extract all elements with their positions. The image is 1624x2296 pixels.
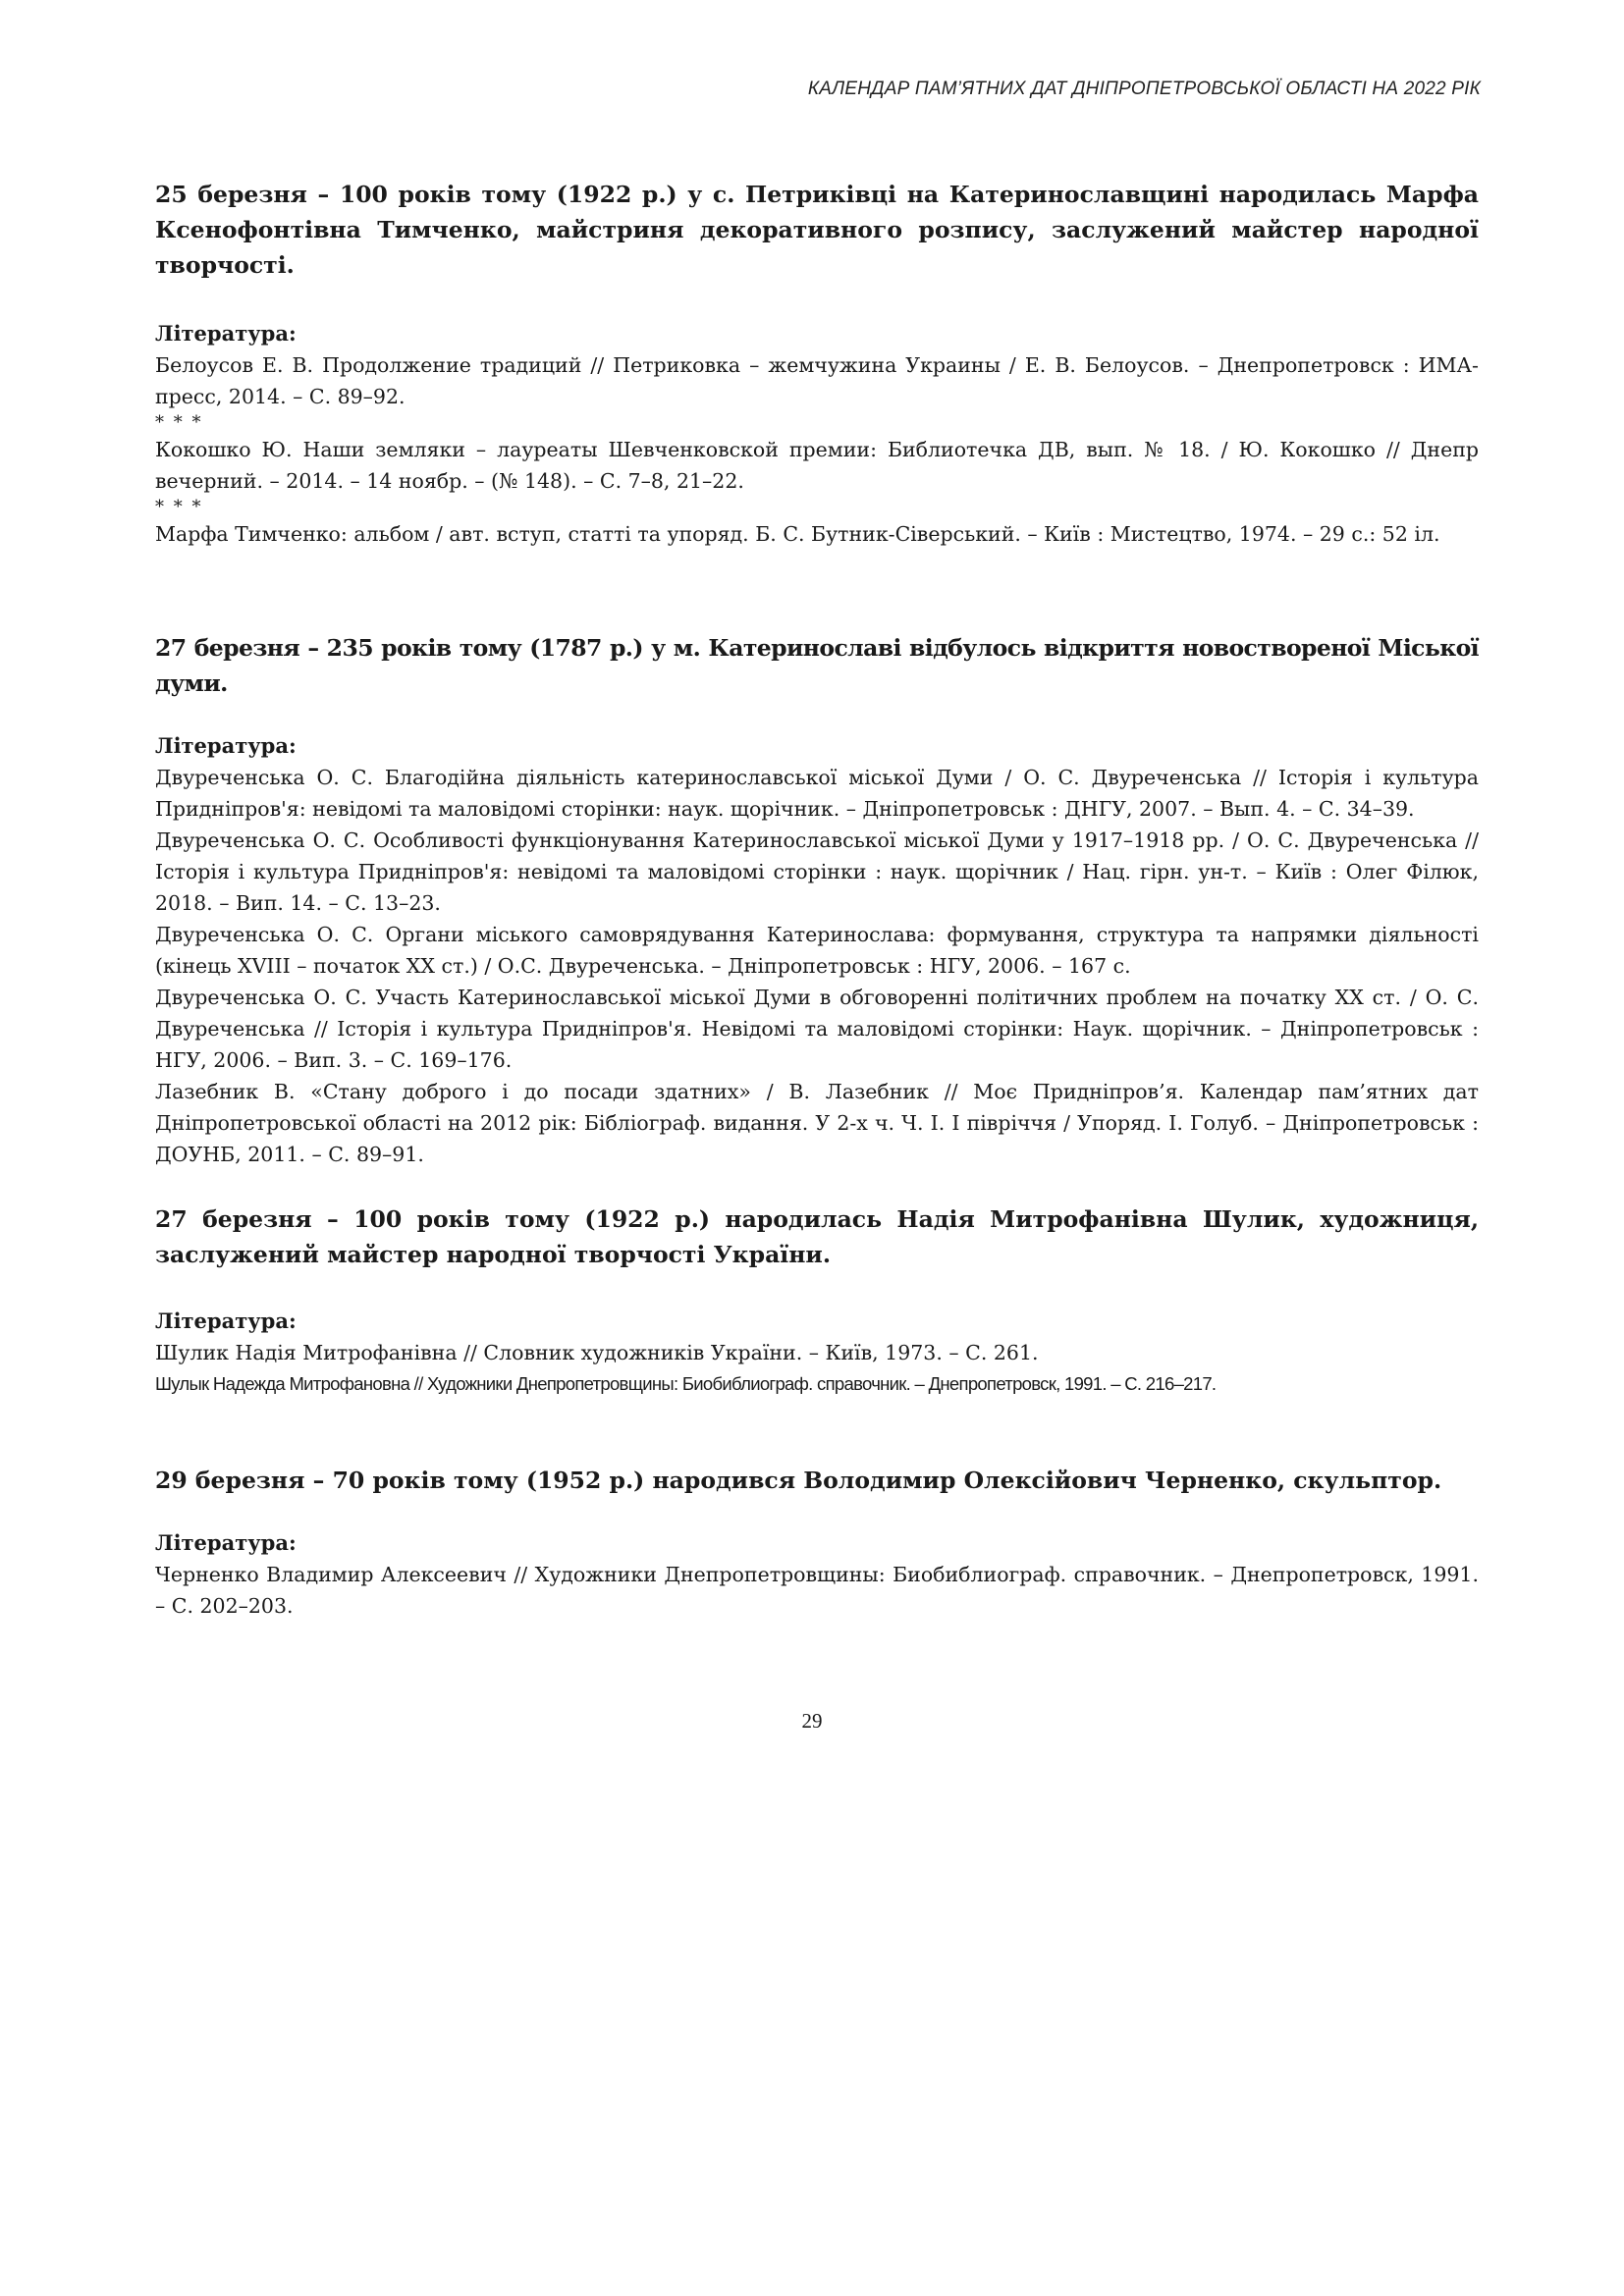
literature-reference: Двуреченська О. С. Органи міського самоврядування Катеринослава: формування, структура та напрямки діяльності (кінець XVIII – початок XX ст.) / О.С. Двуреченська. – Дніпропетровськ : НГУ, 2006. – 167 с.: [155, 923, 1479, 978]
entry-title: 25 березня – 100 років тому (1922 р.) у с. Петриківці на Катеринославщині народилась Марфа Ксенофонтівна Тимченко, майстриня декоративного розпису, заслужений майстер народної творчості.: [155, 181, 1479, 279]
literature-reference: Двуреченська О. С. Благодійна діяльність катеринославської міської Думи / О. С. Двуреченська // Історія і культура Придніпров'я: невідомі та маловідомі сторінки: наук. щорічник. – Дніпропетровськ : ДНГУ, 2007. – Вып. 4. – С. 34–39.: [155, 766, 1479, 821]
calendar-entry: [155, 630, 1479, 1170]
literature-reference: Шулык Надежда Митрофановна // Художники Днепропетровщины: Биобиблиограф. справочник. – Днепропетровск, 1991. – С. 216–217.: [155, 1373, 1217, 1394]
literature-block: [155, 730, 1479, 1170]
literature-reference: Белоусов Е. В. Продолжение традиций // Петриковка – жемчужина Украины / Е. В. Белоусов. – Днепропетровск : ИМА-пресс, 2014. – С. 89–92.: [155, 353, 1479, 408]
literature-label: Література:: [155, 733, 297, 758]
entry-title: 27 березня – 235 років тому (1787 р.) у м. Катеринославі відбулось відкриття новоствореної Міської думи.: [155, 634, 1479, 697]
literature-reference: Шулик Надія Митрофанівна // Словник художників України. – Київ, 1973. – С. 261.: [155, 1341, 1039, 1364]
literature-reference: Марфа Тимченко: альбом / авт. вступ, статті та упоряд. Б. С. Бутник-Сіверський. – Київ : Мистецтво, 1974. – 29 с.: 52 іл.: [155, 522, 1440, 546]
literature-block: [155, 1527, 1479, 1622]
running-header: КАЛЕНДАР ПАМ’ЯТНИХ ДАТ ДНІПРОПЕТРОВСЬКОЇ ОБЛАСТІ НА 2022 РІК: [807, 79, 1481, 99]
literature-label: Література:: [155, 1308, 297, 1333]
entry-title: 27 березня – 100 років тому (1922 р.) народилась Надія Митрофанівна Шулик, художниця, заслужений майстер народної творчості України.: [155, 1205, 1479, 1268]
reference-separator: * * *: [155, 497, 203, 517]
calendar-entry: [155, 1201, 1479, 1400]
calendar-entry: [155, 1463, 1479, 1622]
calendar-entry: [155, 177, 1479, 550]
reference-separator: * * *: [155, 412, 203, 433]
literature-label: Література:: [155, 321, 297, 346]
literature-reference: Двуреченська О. С. Особливості функціонування Катеринославської міської Думи у 1917–1918 рр. / О. С. Двуреченська // Історія і культура Придніпров'я: невідомі та маловідомі сторінки : наук. щорічник / Нац. гірн. ун-т. – Київ : Олег Філюк, 2018. – Вип. 14. – С. 13–23.: [155, 828, 1479, 915]
literature-reference: Кокошко Ю. Наши земляки – лауреаты Шевченковской премии: Библиотечка ДВ, вып. № 18. / Ю. Кокошко // Днепр вечерний. – 2014. – 14 ноябр. – (№ 148). – С. 7–8, 21–22.: [155, 438, 1479, 493]
literature-reference: Лазебник В. «Стану доброго і до посади здатних» / В. Лазебник // Моє Придніпров’я. Календар пам’ятних дат Дніпропетровської області на 2012 рік: Бібліограф. видання. У 2-х ч. Ч. І. І півріччя / Упоряд. І. Голуб. – Дніпропетровськ : ДОУНБ, 2011. – С. 89–91.: [155, 1080, 1479, 1166]
literature-reference: Черненко Владимир Алексеевич // Художники Днепропетровщины: Биобиблиограф. справочник. – Днепропетровск, 1991. – С. 202–203.: [155, 1563, 1479, 1618]
entry-title: 29 березня – 70 років тому (1952 р.) народився Володимир Олексійович Черненко, скульптор.: [155, 1467, 1442, 1494]
page-number: 29: [801, 1709, 823, 1733]
literature-reference: Двуреченська О. С. Участь Катеринославської міської Думи в обговоренні політичних проблем на початку XX ст. / О. С. Двуреченська // Історія і культура Придніпров'я. Невідомі та маловідомі сторінки: Наук. щорічник. – Дніпропетровськ : НГУ, 2006. – Вип. 3. – С. 169–176.: [155, 986, 1479, 1072]
literature-block: [155, 1306, 1479, 1400]
literature-label: Література:: [155, 1530, 297, 1555]
literature-block: [155, 318, 1479, 550]
